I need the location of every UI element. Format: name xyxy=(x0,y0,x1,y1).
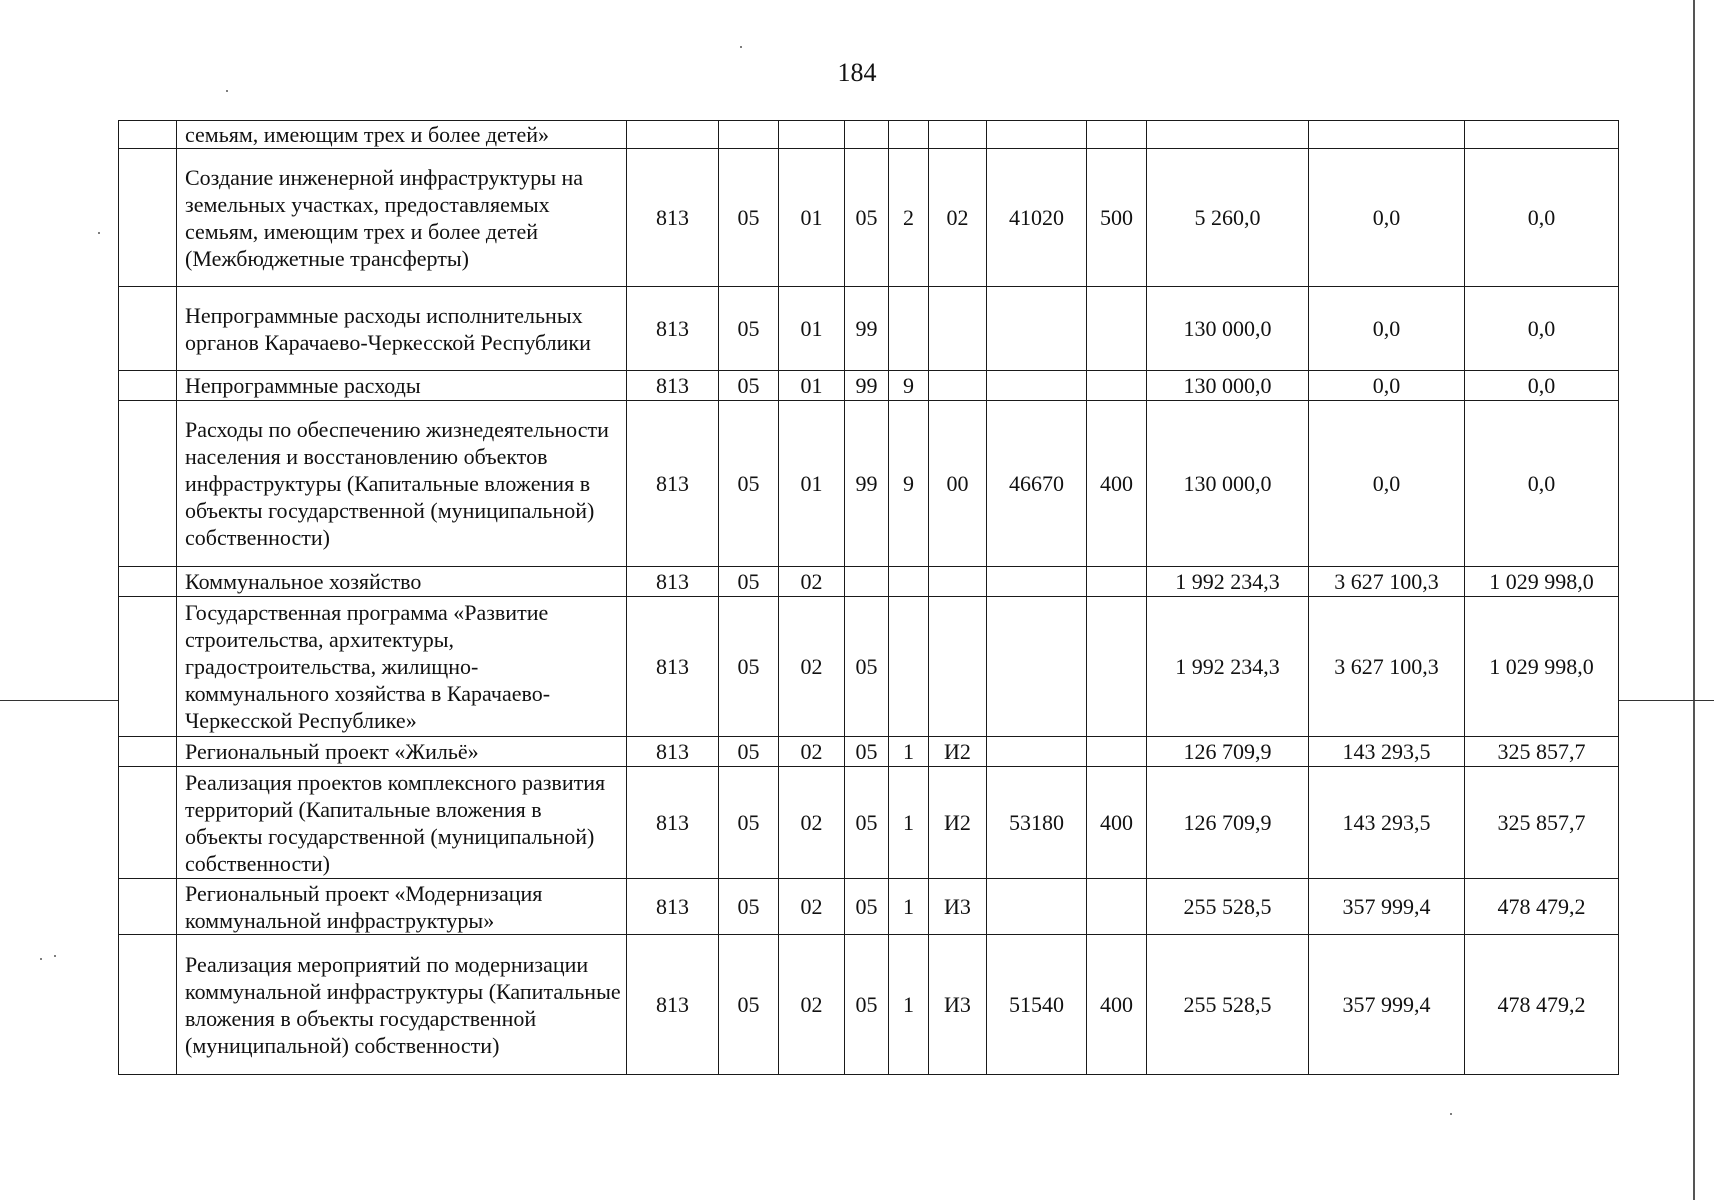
direction-code xyxy=(987,567,1087,597)
activity-code: И3 xyxy=(929,935,987,1075)
expense-type-code: 400 xyxy=(1087,935,1147,1075)
subprogram-code xyxy=(889,597,929,737)
expense-type-code: 400 xyxy=(1087,767,1147,879)
expense-name: Реализация проектов комплексного развития территорий (Капитальные вложения в объекты государственной (муниципальной) собственности) xyxy=(177,767,627,879)
program-code: 99 xyxy=(845,371,889,401)
expense-type-code xyxy=(1087,121,1147,149)
direction-code xyxy=(987,121,1087,149)
subsection-code: 01 xyxy=(779,149,845,287)
table-row xyxy=(119,149,1619,287)
subprogram-code xyxy=(889,567,929,597)
subprogram-code: 9 xyxy=(889,371,929,401)
ministry-code: 813 xyxy=(627,935,719,1075)
expense-name: Коммунальное хозяйство xyxy=(177,567,627,597)
ministry-code: 813 xyxy=(627,371,719,401)
amount-year-2: 143 293,5 xyxy=(1309,737,1465,767)
ministry-code: 813 xyxy=(627,401,719,567)
expense-name: Расходы по обеспечению жизнедеятельности населения и восстановлению объектов инфраструктуры (Капитальные вложения в объекты государственной (муниципальной) собственности) xyxy=(177,401,627,567)
section-code: 05 xyxy=(719,767,779,879)
expense-type-code xyxy=(1087,879,1147,935)
row-number-cell xyxy=(119,737,177,767)
expense-type-code xyxy=(1087,287,1147,371)
activity-code: И3 xyxy=(929,879,987,935)
table-row xyxy=(119,121,1619,149)
subsection-code: 02 xyxy=(779,879,845,935)
scan-edge-line xyxy=(1693,0,1695,1200)
amount-year-1: 130 000,0 xyxy=(1147,401,1309,567)
table-row xyxy=(119,371,1619,401)
program-code: 05 xyxy=(845,737,889,767)
amount-year-2: 0,0 xyxy=(1309,371,1465,401)
ministry-code: 813 xyxy=(627,737,719,767)
direction-code xyxy=(987,371,1087,401)
section-code: 05 xyxy=(719,287,779,371)
section-code: 05 xyxy=(719,879,779,935)
expense-name: Государственная программа «Развитие строительства, архитектуры, градостроительства, жилищно-коммунального хозяйства в Карачаево-Черкесской Республике» xyxy=(177,597,627,737)
row-number-cell xyxy=(119,121,177,149)
amount-year-3: 1 029 998,0 xyxy=(1465,597,1619,737)
section-code xyxy=(719,121,779,149)
activity-code xyxy=(929,287,987,371)
expense-type-code xyxy=(1087,567,1147,597)
budget-table xyxy=(118,120,1619,1075)
fold-mark-left xyxy=(0,700,118,701)
amount-year-3: 478 479,2 xyxy=(1465,879,1619,935)
amount-year-3: 0,0 xyxy=(1465,401,1619,567)
row-number-cell xyxy=(119,935,177,1075)
ministry-code xyxy=(627,121,719,149)
amount-year-2: 0,0 xyxy=(1309,149,1465,287)
ministry-code: 813 xyxy=(627,879,719,935)
activity-code: И2 xyxy=(929,767,987,879)
ministry-code: 813 xyxy=(627,567,719,597)
fold-mark-right xyxy=(1618,700,1714,701)
amount-year-1: 126 709,9 xyxy=(1147,767,1309,879)
subprogram-code: 1 xyxy=(889,935,929,1075)
table-row xyxy=(119,597,1619,737)
amount-year-3: 0,0 xyxy=(1465,371,1619,401)
table-row xyxy=(119,287,1619,371)
ministry-code: 813 xyxy=(627,767,719,879)
amount-year-3 xyxy=(1465,121,1619,149)
subsection-code: 02 xyxy=(779,767,845,879)
row-number-cell xyxy=(119,371,177,401)
amount-year-3: 325 857,7 xyxy=(1465,737,1619,767)
expense-name: Непрограммные расходы xyxy=(177,371,627,401)
expense-name: семьям, имеющим трех и более детей» xyxy=(177,121,627,149)
section-code: 05 xyxy=(719,597,779,737)
amount-year-3: 478 479,2 xyxy=(1465,935,1619,1075)
program-code: 05 xyxy=(845,597,889,737)
subsection-code xyxy=(779,121,845,149)
table-row xyxy=(119,767,1619,879)
expense-name: Региональный проект «Модернизация коммунальной инфраструктуры» xyxy=(177,879,627,935)
program-code: 99 xyxy=(845,401,889,567)
amount-year-3: 325 857,7 xyxy=(1465,767,1619,879)
amount-year-2: 357 999,4 xyxy=(1309,935,1465,1075)
direction-code: 53180 xyxy=(987,767,1087,879)
amount-year-1: 1 992 234,3 xyxy=(1147,597,1309,737)
row-number-cell xyxy=(119,879,177,935)
amount-year-1: 126 709,9 xyxy=(1147,737,1309,767)
amount-year-1: 255 528,5 xyxy=(1147,935,1309,1075)
subprogram-code xyxy=(889,287,929,371)
row-number-cell xyxy=(119,567,177,597)
scan-speck xyxy=(1450,1113,1452,1115)
scan-speck xyxy=(54,955,56,957)
section-code: 05 xyxy=(719,567,779,597)
subprogram-code xyxy=(889,121,929,149)
amount-year-1 xyxy=(1147,121,1309,149)
amount-year-3: 1 029 998,0 xyxy=(1465,567,1619,597)
subsection-code: 02 xyxy=(779,737,845,767)
expense-type-code: 500 xyxy=(1087,149,1147,287)
amount-year-2: 143 293,5 xyxy=(1309,767,1465,879)
amount-year-1: 1 992 234,3 xyxy=(1147,567,1309,597)
section-code: 05 xyxy=(719,401,779,567)
subsection-code: 01 xyxy=(779,287,845,371)
program-code: 05 xyxy=(845,767,889,879)
subprogram-code: 1 xyxy=(889,879,929,935)
direction-code: 51540 xyxy=(987,935,1087,1075)
subprogram-code: 1 xyxy=(889,767,929,879)
table-row xyxy=(119,567,1619,597)
direction-code xyxy=(987,597,1087,737)
row-number-cell xyxy=(119,287,177,371)
row-number-cell xyxy=(119,767,177,879)
expense-name: Непрограммные расходы исполнительных органов Карачаево-Черкесской Республики xyxy=(177,287,627,371)
direction-code xyxy=(987,879,1087,935)
table-row xyxy=(119,401,1619,567)
table-row xyxy=(119,935,1619,1075)
activity-code xyxy=(929,121,987,149)
subsection-code: 01 xyxy=(779,371,845,401)
activity-code: И2 xyxy=(929,737,987,767)
scan-speck xyxy=(98,232,100,234)
subsection-code: 02 xyxy=(779,935,845,1075)
scan-speck xyxy=(226,90,228,92)
direction-code xyxy=(987,737,1087,767)
direction-code xyxy=(987,287,1087,371)
activity-code xyxy=(929,567,987,597)
scan-speck xyxy=(40,958,42,960)
amount-year-2: 3 627 100,3 xyxy=(1309,567,1465,597)
direction-code: 46670 xyxy=(987,401,1087,567)
subsection-code: 02 xyxy=(779,597,845,737)
subprogram-code: 1 xyxy=(889,737,929,767)
amount-year-2 xyxy=(1309,121,1465,149)
ministry-code: 813 xyxy=(627,149,719,287)
amount-year-2: 357 999,4 xyxy=(1309,879,1465,935)
expense-type-code xyxy=(1087,371,1147,401)
expense-name: Региональный проект «Жильё» xyxy=(177,737,627,767)
table-row xyxy=(119,737,1619,767)
activity-code xyxy=(929,597,987,737)
table-row xyxy=(119,879,1619,935)
expense-type-code xyxy=(1087,597,1147,737)
subsection-code: 02 xyxy=(779,567,845,597)
scan-speck xyxy=(740,46,742,48)
section-code: 05 xyxy=(719,371,779,401)
expense-type-code: 400 xyxy=(1087,401,1147,567)
program-code: 99 xyxy=(845,287,889,371)
program-code: 05 xyxy=(845,935,889,1075)
direction-code: 41020 xyxy=(987,149,1087,287)
amount-year-3: 0,0 xyxy=(1465,287,1619,371)
ministry-code: 813 xyxy=(627,597,719,737)
amount-year-1: 5 260,0 xyxy=(1147,149,1309,287)
amount-year-1: 130 000,0 xyxy=(1147,371,1309,401)
program-code xyxy=(845,121,889,149)
amount-year-1: 255 528,5 xyxy=(1147,879,1309,935)
page-number: 184 xyxy=(837,58,877,87)
section-code: 05 xyxy=(719,149,779,287)
row-number-cell xyxy=(119,149,177,287)
subsection-code: 01 xyxy=(779,401,845,567)
program-code: 05 xyxy=(845,879,889,935)
amount-year-3: 0,0 xyxy=(1465,149,1619,287)
activity-code: 00 xyxy=(929,401,987,567)
amount-year-2: 0,0 xyxy=(1309,401,1465,567)
expense-name: Реализация мероприятий по модернизации коммунальной инфраструктуры (Капитальные вложения в объекты государственной (муниципальной) собственности) xyxy=(177,935,627,1075)
amount-year-2: 3 627 100,3 xyxy=(1309,597,1465,737)
section-code: 05 xyxy=(719,935,779,1075)
expense-type-code xyxy=(1087,737,1147,767)
section-code: 05 xyxy=(719,737,779,767)
amount-year-1: 130 000,0 xyxy=(1147,287,1309,371)
activity-code xyxy=(929,371,987,401)
row-number-cell xyxy=(119,597,177,737)
activity-code: 02 xyxy=(929,149,987,287)
subprogram-code: 2 xyxy=(889,149,929,287)
expense-name: Создание инженерной инфраструктуры на земельных участках, предоставляемых семьям, имеющим трех и более детей (Межбюджетные трансферты) xyxy=(177,149,627,287)
subprogram-code: 9 xyxy=(889,401,929,567)
ministry-code: 813 xyxy=(627,287,719,371)
program-code xyxy=(845,567,889,597)
row-number-cell xyxy=(119,401,177,567)
program-code: 05 xyxy=(845,149,889,287)
amount-year-2: 0,0 xyxy=(1309,287,1465,371)
